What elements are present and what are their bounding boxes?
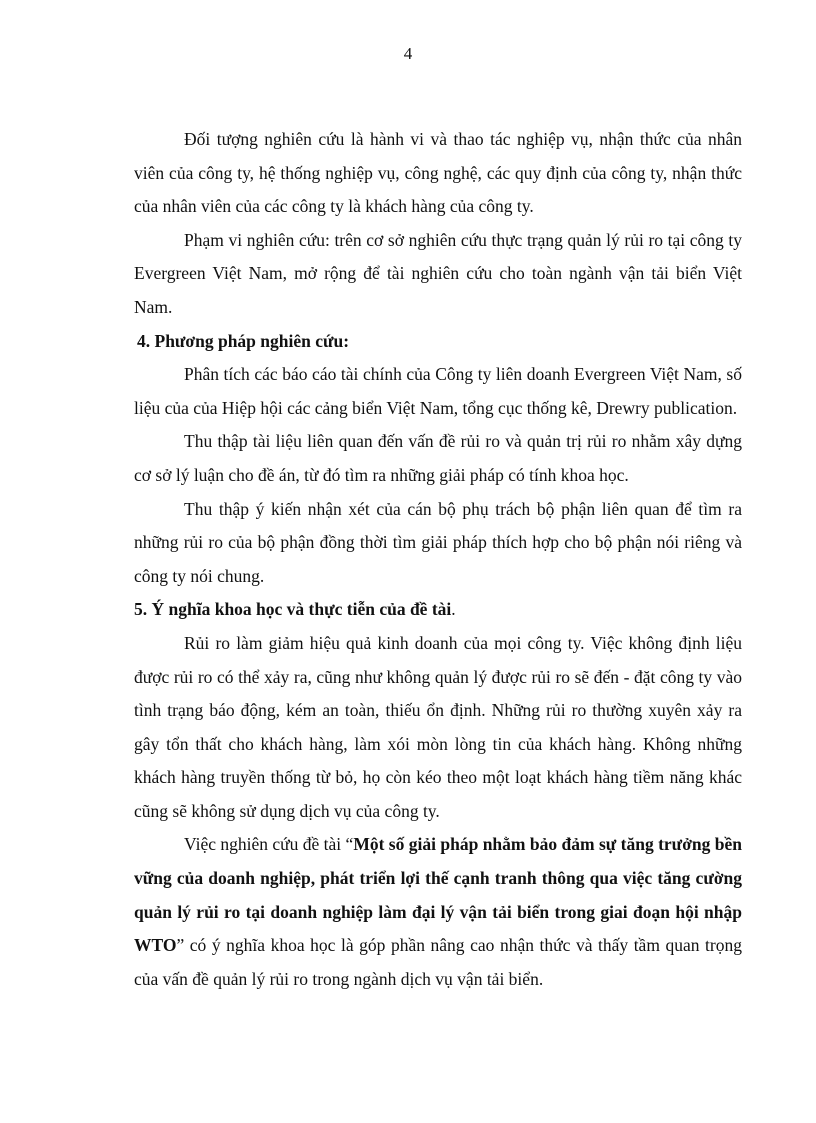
section-heading-significance-text: 5. Ý nghĩa khoa học và thực tiễn của đề tài [134,599,452,620]
paragraph-method-interviews: Thu thập ý kiến nhận xét của cán bộ phụ trách bộ phận liên quan để tìm ra những rủi ro của bộ phận đồng thời tìm giải pháp thích hợp cho bộ phận nói riêng và công ty nói chung. [134,498,742,586]
paragraph-topic-significance [134,828,742,996]
topic-intro-text: Việc nghiên cứu đề tài “ [184,834,354,855]
document-body [134,123,742,996]
page-number: 4 [403,44,413,63]
topic-title-bold: Một số giải pháp nhằm bảo đảm sự tăng trưởng bền vững của doanh nghiệp, phát triển lợi thế cạnh tranh thông qua việc tăng cường quản lý rủi ro tại doanh nghiệp làm đại lý vận tải biển trong giai đoạn hội nhập WTO [134,834,742,956]
paragraph-method-literature: Thu thập tài liệu liên quan đến vấn đề rủi ro và quản trị rủi ro nhằm xây dựng cơ sở lý luận cho đề án, từ đó tìm ra những giải pháp có tính khoa học. [134,431,742,485]
paragraph-research-object: Đối tượng nghiên cứu là hành vi và thao tác nghiệp vụ, nhận thức của nhân viên của công ty, hệ thống nghiệp vụ, công nghệ, các quy định của công ty, nhận thức của nhân viên của các công ty là khách hàng của công ty. [134,129,742,217]
section-heading-significance [134,593,742,627]
topic-conclusion-text: ” có ý nghĩa khoa học là góp phần nâng cao nhận thức và thấy tầm quan trọng của vấn đề quản lý rủi ro trong ngành dịch vụ vận tải biển. [134,935,742,989]
paragraph-risk-impact: Rủi ro làm giảm hiệu quả kinh doanh của mọi công ty. Việc không định liệu được rủi ro có thể xảy ra, cũng như không quản lý được rủi ro sẽ đến - đặt công ty vào tình trạng báo động, kém an toàn, thiếu ổn định. Những rủi ro thường xuyên xảy ra gây tổn thất cho khách hàng, làm xói mòn lòng tin của khách hàng. Không những khách hàng truyền thống từ bỏ, họ còn kéo theo một loạt khách hàng tiềm năng khác cũng sẽ không sử dụng dịch vụ của công ty. [134,632,742,821]
section-heading-methods: 4. Phương pháp nghiên cứu: [137,330,350,351]
section-heading-significance-period: . [451,599,456,620]
paragraph-research-scope: Phạm vi nghiên cứu: trên cơ sở nghiên cứu thực trạng quản lý rủi ro tại công ty Evergreen Việt Nam, mở rộng để tài nghiên cứu cho toàn ngành vận tải biển Việt Nam. [134,229,742,317]
paragraph-method-financial-analysis: Phân tích các báo cáo tài chính của Công ty liên doanh Evergreen Việt Nam, số liệu của của Hiệp hội các cảng biển Việt Nam, tổng cục thống kê, Drewry publication. [134,364,742,418]
